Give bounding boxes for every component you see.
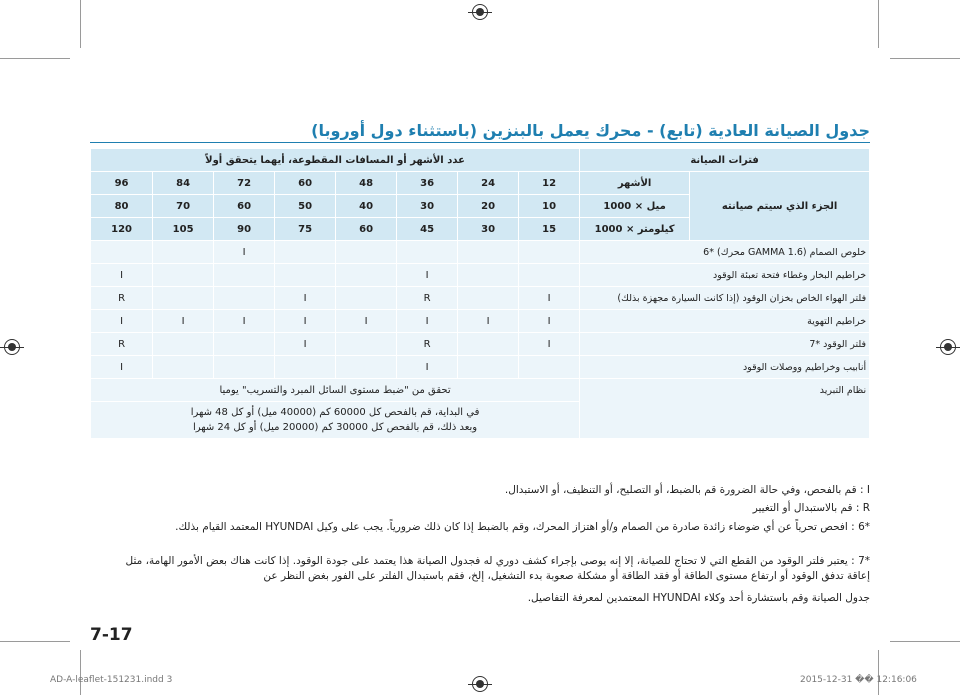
month-cell: 48 (336, 172, 397, 195)
item-cell (214, 287, 275, 310)
cooling-row1: تحقق من "ضبط مستوى السائل المبرد والتسريب" يوميا (91, 379, 580, 402)
slug-filename: AD-A-leaflet-151231.indd 3 (50, 675, 173, 685)
table-row (91, 310, 870, 333)
crop-mark (890, 58, 960, 59)
item-cell (458, 287, 519, 310)
item-cell: I (275, 333, 336, 356)
table-row (91, 264, 870, 287)
mile-cell: 50 (275, 195, 336, 218)
registration-mark-icon (4, 339, 20, 355)
page-number: 7-17 (90, 625, 133, 645)
month-cell: 72 (214, 172, 275, 195)
note-r: R : قم بالاستبدال أو التغيير (752, 502, 870, 514)
item-cell (519, 241, 580, 264)
cooling-row2-a: في البداية، قم بالفحص كل 60000 كم (40000 ميل) أو كل 48 شهرا (190, 407, 480, 418)
month-cell: 24 (458, 172, 519, 195)
item-cell: I (91, 264, 153, 287)
item-cell: I (519, 333, 580, 356)
table-row (91, 379, 870, 402)
header-period: فترات الصيانة (580, 149, 870, 172)
cooling-row2-b: وبعد ذلك، قم بالفحص كل 30000 كم (20000 ميل) أو كل 24 شهرا (192, 422, 478, 433)
item-cell (336, 333, 397, 356)
item-label: خلوص الصمام (GAMMA 1.6 محرك) *6 (580, 241, 870, 264)
table-row (91, 356, 870, 379)
table-row (91, 333, 870, 356)
item-cell: R (397, 287, 458, 310)
item-cell (336, 356, 397, 379)
item-cell (275, 356, 336, 379)
km-cell: 90 (214, 218, 275, 241)
item-cell (153, 241, 214, 264)
note-i: I : قم بالفحص، وفي حالة الضرورة قم بالضبط، أو التصليح، أو التنظيف، أو الاستبدال. (504, 484, 870, 496)
note-7-cont: جدول الصيانة وقم باستشارة أحد وكلاء HYUNDAI المعتمدين لمعرفة التفاصيل. (527, 592, 870, 604)
maintenance-table (90, 148, 870, 439)
crop-mark (878, 650, 879, 695)
item-cell: I (275, 310, 336, 333)
mile-cell: 30 (397, 195, 458, 218)
item-cell: I (519, 310, 580, 333)
registration-mark-icon (472, 676, 488, 692)
crop-mark (0, 58, 70, 59)
item-cell (336, 287, 397, 310)
month-cell: 96 (91, 172, 153, 195)
month-cell: 84 (153, 172, 214, 195)
cooling-row2 (91, 402, 580, 439)
item-cell (458, 264, 519, 287)
crop-mark (80, 650, 81, 695)
item-cell (336, 241, 397, 264)
item-cell: I (91, 356, 153, 379)
cooling-label: نظام التبريد (580, 379, 870, 439)
mile-cell: 40 (336, 195, 397, 218)
item-cell (153, 333, 214, 356)
item-cell: I (397, 310, 458, 333)
item-label: خراطيم البخار وغطاء فتحة تعبئة الوقود (580, 264, 870, 287)
page-title: جدول الصيانة العادية (تابع) - محرك يعمل بالبنزين (باستثناء دول أوروبا) (90, 121, 870, 143)
item-cell: R (91, 287, 153, 310)
item-cell (458, 333, 519, 356)
mile-cell: 20 (458, 195, 519, 218)
item-cell: I (519, 287, 580, 310)
item-cell: I (214, 241, 275, 264)
crop-mark (878, 0, 879, 48)
mile-cell: 10 (519, 195, 580, 218)
item-cell: I (397, 264, 458, 287)
km-cell: 60 (336, 218, 397, 241)
item-cell (275, 264, 336, 287)
item-cell (214, 264, 275, 287)
mile-cell: 80 (91, 195, 153, 218)
item-label: خراطيم التهوية (580, 310, 870, 333)
registration-mark-icon (940, 339, 956, 355)
table-row (91, 287, 870, 310)
km-label: كيلومتر × 1000 (580, 218, 690, 241)
service-item-header: الجزء الذي سيتم صيانته (690, 172, 870, 241)
item-label: فلتر الهواء الخاص بخزان الوقود (إذا كانت السيارة مجهزة بذلك) (580, 287, 870, 310)
item-cell: I (458, 310, 519, 333)
note-7: *7 : يعتبر فلتر الوقود من القطع التي لا تحتاج للصيانة، إلا إنه يوصى بإجراء كشف دوري له فجدول الصيانة هذا يعتمد على جودة الوقود. إذا كانت هناك بعض الأمور الهامة، مثل إعاقة تدفق الوقود أو ارتفاع مستوى الطاقة أو فقد الطاقة أو مشكلة صعوبة بدء التشغيل، إلخ، فقم باستبدال الفلتر على الفور بغض النظر عن (125, 555, 870, 582)
km-cell: 30 (458, 218, 519, 241)
item-cell (458, 241, 519, 264)
item-cell: I (275, 287, 336, 310)
item-cell (458, 356, 519, 379)
item-cell: I (91, 310, 153, 333)
km-cell: 15 (519, 218, 580, 241)
miles-label: ميل × 1000 (580, 195, 690, 218)
item-cell: R (91, 333, 153, 356)
item-cell (153, 264, 214, 287)
crop-mark (890, 641, 960, 642)
item-cell (519, 264, 580, 287)
item-cell: I (214, 310, 275, 333)
months-row (91, 172, 870, 195)
item-cell (397, 241, 458, 264)
item-cell (519, 356, 580, 379)
item-label: أنابيب وخراطيم ووصلات الوقود (580, 356, 870, 379)
item-cell: I (397, 356, 458, 379)
table-row (91, 241, 870, 264)
item-cell (275, 241, 336, 264)
month-cell: 36 (397, 172, 458, 195)
note-6: *6 : افحص تحرياً عن أي ضوضاء زائدة صادرة من الصمام و/أو اهتزاز المحرك، وقم بالضبط إذا كان ذلك ضرورياً. يجب على وكيل HYUNDAI المعتمد القيام بذلك. (175, 521, 870, 533)
registration-mark-icon (472, 4, 488, 20)
item-cell: R (397, 333, 458, 356)
slug-timestamp: 2015-12-31 �� 12:16:06 (800, 675, 917, 685)
header-intervals: عدد الأشهر أو المسافات المقطوعة، أيهما يتحقق أولاً (91, 149, 580, 172)
month-cell: 60 (275, 172, 336, 195)
item-label: فلتر الوقود *7 (580, 333, 870, 356)
km-cell: 120 (91, 218, 153, 241)
item-cell (153, 356, 214, 379)
crop-mark (0, 641, 70, 642)
item-cell: I (153, 310, 214, 333)
mile-cell: 60 (214, 195, 275, 218)
item-cell (214, 333, 275, 356)
item-cell (336, 264, 397, 287)
month-cell: 12 (519, 172, 580, 195)
item-cell: I (336, 310, 397, 333)
mile-cell: 70 (153, 195, 214, 218)
months-label: الأشهر (580, 172, 690, 195)
crop-mark (80, 0, 81, 48)
km-cell: 105 (153, 218, 214, 241)
item-cell (153, 287, 214, 310)
km-cell: 45 (397, 218, 458, 241)
item-cell (214, 356, 275, 379)
item-cell (91, 241, 153, 264)
km-cell: 75 (275, 218, 336, 241)
